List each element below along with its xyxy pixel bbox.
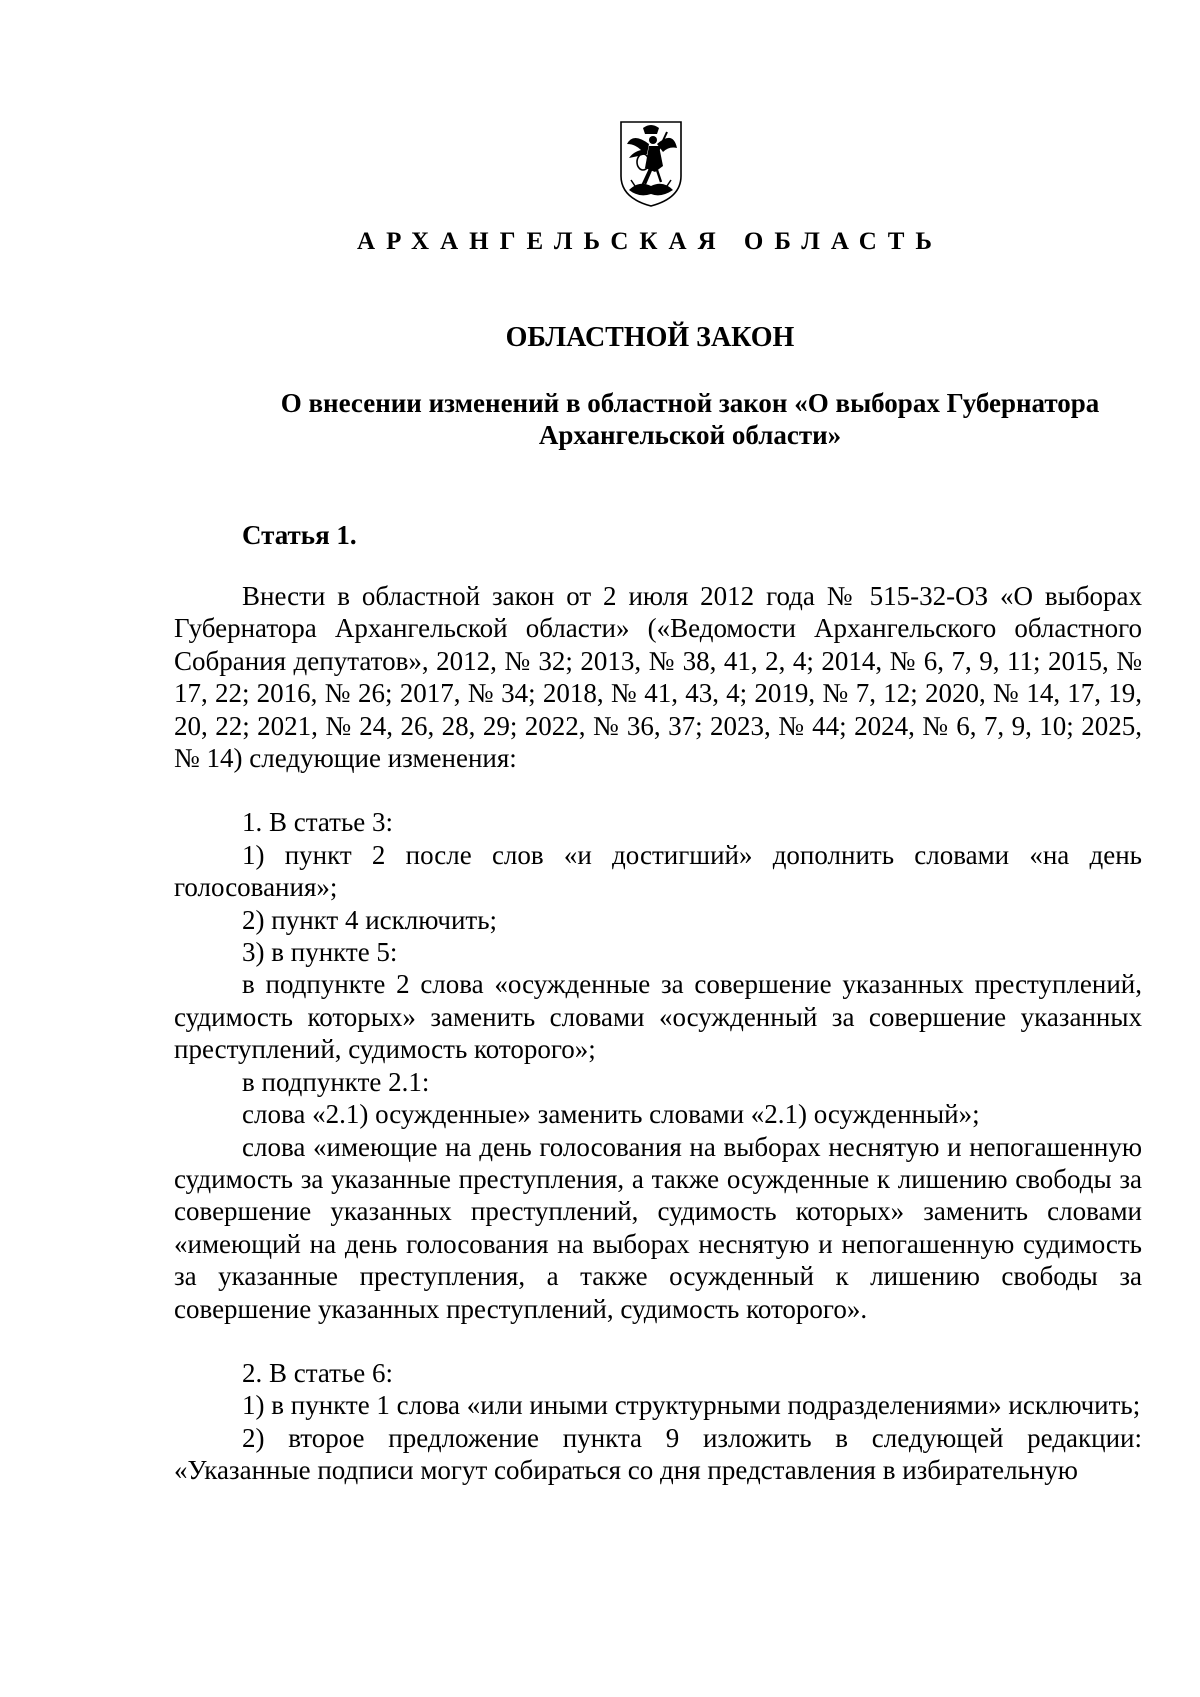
coat-of-arms-icon — [615, 114, 687, 210]
paragraph-subitem: слова «2.1) осужденные» заменить словами «2.1) осужденный»; — [242, 1099, 980, 1130]
law-title — [240, 387, 1140, 451]
law-title-line-2: Архангельской области» — [538, 420, 842, 450]
paragraph-item-2: 2. В статье 6: — [242, 1357, 394, 1388]
law-type-heading: ОБЛАСТНОЙ ЗАКОН — [505, 322, 795, 353]
article-heading: Статья 1. — [242, 520, 357, 550]
paragraph-intro: Внести в областной закон от 2 июля 2012 года № 515-32-ОЗ «О выборах Губернатора Архангельской области» («Ведомости Архангельского областного Собрания депутатов», 2012, № 32; 2013, № 38, 41, 2, 4; 2014, № 6, 7, 9, 11; 2015, № 17, 22; 2016, № 26; 2017, № 34; 2018, № 41, 43, 4; 2019, № 7, 12; 2020, № 14, 17, 19, 20, 22; 2021, № 24, 26, 28, 29; 2022, № 36, 37; 2023, № 44; 2024, № 6, 7, 9, 10; 2025, № 14) следующие изменения: — [174, 581, 1142, 774]
paragraph-subitem: слова «имеющие на день голосования на выборах неснятую и непогашенную судимость за указанные преступления, а также осужденные к лишению свободы за совершение указанных преступлений, судимость которых» заменить словами «имеющий на день голосования на выборах неснятую и непогашенную судимость за указанные преступления, а также осужденный к лишению свободы за совершение указанных преступлений, судимость которого». — [174, 1131, 1142, 1324]
paragraph-item-1: 1. В статье 3: — [242, 807, 394, 838]
article-body — [174, 580, 1142, 1487]
region-name: АРХАНГЕЛЬСКАЯ ОБЛАСТЬ — [357, 228, 943, 255]
paragraph-subitem: 1) в пункте 1 слова «или иными структурными подразделениями» исключить; — [242, 1390, 1141, 1421]
paragraph-subitem: 2) пункт 4 исключить; — [242, 904, 498, 935]
paragraph-subitem: 2) второе предложение пункта 9 изложить в следующей редакции: «Указанные подписи могут собираться со дня представления в избирательную — [174, 1422, 1142, 1486]
paragraph-subitem: 1) пункт 2 после слов «и достигший» дополнить словами «на день голосования»; — [174, 839, 1142, 903]
paragraph-subitem: в подпункте 2.1: — [242, 1066, 430, 1097]
paragraph-subitem: 3) в пункте 5: — [242, 937, 398, 968]
law-title-line-1: О внесении изменений в областной закон «О выборах Губернатора — [280, 388, 1100, 418]
paragraph-subitem: в подпункте 2 слова «осужденные за совершение указанных преступлений, судимость которых» заменить словами «осужденный за совершение указанных преступлений, судимость которого»; — [174, 969, 1142, 1065]
